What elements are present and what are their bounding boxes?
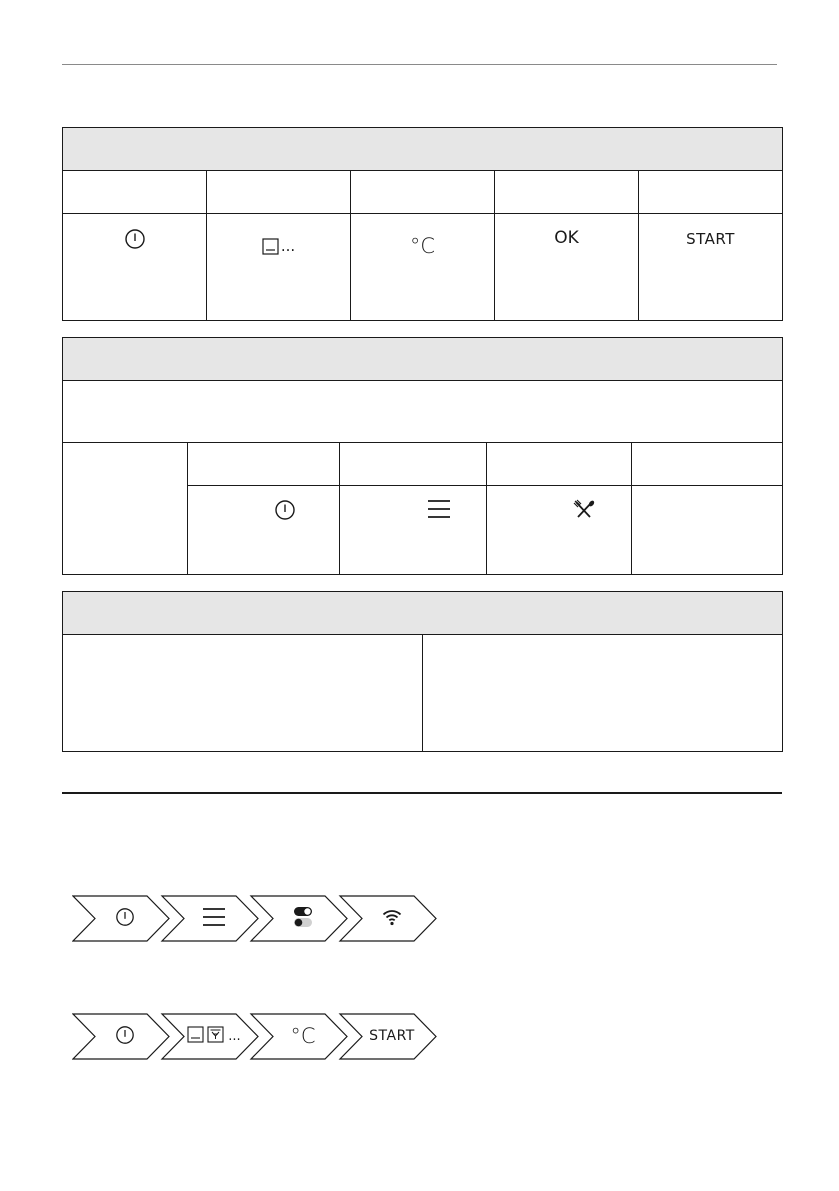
table2-step-label: [63, 443, 188, 575]
power-icon: [115, 907, 135, 930]
table3-header: [63, 592, 783, 635]
power-icon: [274, 499, 296, 524]
table2-label-cell: [487, 443, 632, 486]
start-icon: START: [686, 230, 735, 248]
strip2-step-2: [175, 1013, 253, 1059]
oven-function-icon: [262, 238, 280, 258]
power-icon: [115, 1025, 135, 1048]
table1-header: [63, 128, 783, 171]
table2-symbol-cell: [487, 486, 632, 575]
table2-symbol-cell: [340, 486, 487, 575]
strip1-step-4: [353, 895, 431, 941]
wifi-icon: [382, 908, 402, 929]
table1-label-cell: [63, 171, 207, 214]
table1-symbol-cell: [63, 214, 207, 321]
menu-icon: [427, 499, 451, 522]
table1-symbol-cell: [351, 214, 495, 321]
temperature-icon: °C: [290, 1023, 316, 1048]
table2-label-cell: [632, 443, 783, 486]
control-sequence-cooking: [72, 1013, 438, 1061]
table-info: [62, 591, 783, 752]
table1-label-cell: [351, 171, 495, 214]
table2-label-cell: [188, 443, 340, 486]
strip1-step-2: [175, 895, 253, 941]
table3-left-cell: [63, 635, 423, 752]
toggle-icon: [293, 906, 313, 931]
strip2-step-1: [86, 1013, 164, 1059]
section-divider: [62, 792, 782, 794]
ok-icon: OK: [554, 228, 579, 248]
table1-symbol-cell: [639, 214, 783, 321]
table1-symbol-cell: [495, 214, 639, 321]
start-icon: START: [369, 1028, 415, 1044]
table1-label-cell: [495, 171, 639, 214]
power-icon: [124, 228, 146, 253]
strip2-step-4: [353, 1013, 431, 1059]
table3-right-cell: [423, 635, 783, 752]
strip1-step-1: [86, 895, 164, 941]
menu-icon: [202, 907, 226, 930]
table2-symbol-cell: [188, 486, 340, 575]
top-rule: [62, 64, 777, 65]
table-menu-steps: [62, 337, 783, 575]
assisted-cooking-icon: [573, 499, 595, 524]
table2-label-cell: [340, 443, 487, 486]
control-sequence-settings: [72, 895, 438, 943]
ellipsis-text: ...: [228, 1028, 241, 1044]
table2-symbol-cell: [632, 486, 783, 575]
table2-description: [63, 381, 783, 443]
strip1-step-3: [264, 895, 342, 941]
strip2-step-3: [264, 1013, 342, 1059]
oven-function-icon: [187, 1026, 227, 1047]
temperature-icon: °C: [409, 234, 436, 258]
table-display-symbols: [62, 127, 783, 321]
ellipsis-text: ...: [280, 237, 296, 255]
table1-symbol-cell: [207, 214, 351, 321]
table1-label-cell: [639, 171, 783, 214]
table1-label-cell: [207, 171, 351, 214]
table2-header: [63, 338, 783, 381]
